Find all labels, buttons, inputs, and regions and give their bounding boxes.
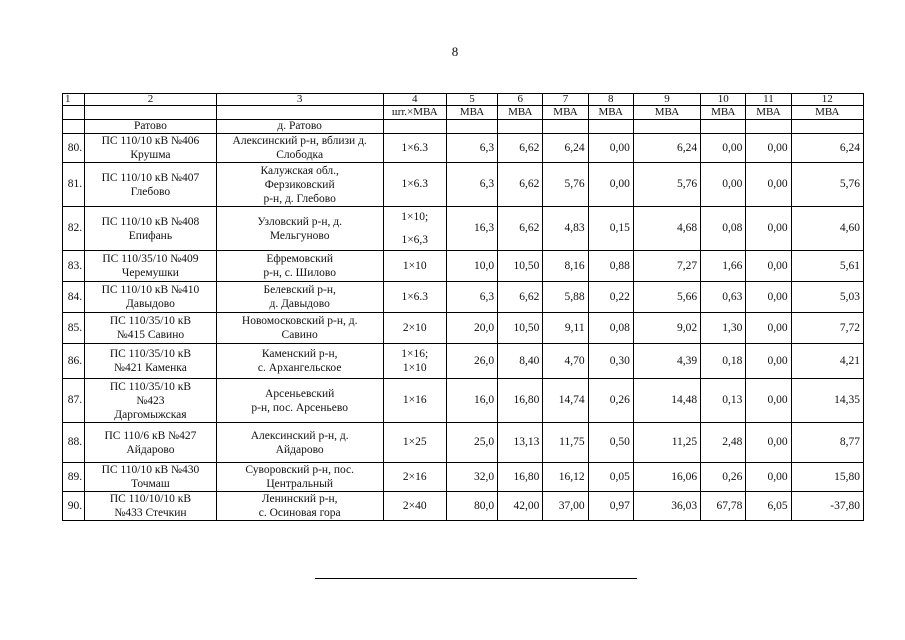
- footer-rule: [315, 578, 637, 579]
- row-number: 81.: [63, 163, 85, 207]
- row-number: 87.: [63, 379, 85, 423]
- value-c8: 0,08: [588, 313, 633, 344]
- value-c12: 5,61: [791, 251, 863, 282]
- table-row: [63, 134, 864, 163]
- substation-name: ПС 110/6 кВ №427 Айдарово: [85, 423, 217, 463]
- value-c10: 0,00: [701, 134, 746, 163]
- value-c8: 0,30: [588, 344, 633, 379]
- continuation-name: Ратово: [85, 120, 217, 134]
- value-c11: 6,05: [746, 492, 791, 521]
- header-unit-row: [63, 106, 864, 120]
- substation-location: Каменский р-н, с. Архангельское: [216, 344, 383, 379]
- value-c10: 1,30: [701, 313, 746, 344]
- table-row: [63, 207, 864, 251]
- value-c12: 6,24: [791, 134, 863, 163]
- row-number: 88.: [63, 423, 85, 463]
- value-c8: 0,50: [588, 423, 633, 463]
- value-c9: 6,24: [633, 134, 700, 163]
- transformer-capacity: 2×40: [383, 492, 446, 521]
- table-row: [63, 463, 864, 492]
- value-c11: 0,00: [746, 313, 791, 344]
- value-c5: 10,0: [446, 251, 497, 282]
- value-c11: 0,00: [746, 423, 791, 463]
- value-c8: 0,05: [588, 463, 633, 492]
- header-col-number: 2: [85, 94, 217, 106]
- row-number: 86.: [63, 344, 85, 379]
- value-c9: 5,66: [633, 282, 700, 313]
- value-c8: 0,26: [588, 379, 633, 423]
- substation-location: Арсеньевский р-н, пос. Арсеньево: [216, 379, 383, 423]
- row-number: 90.: [63, 492, 85, 521]
- transformer-capacity: 1×6.3: [383, 163, 446, 207]
- value-c11: 0,00: [746, 282, 791, 313]
- header-col-unit: МВА: [588, 106, 633, 120]
- value-c6: 10,50: [498, 313, 543, 344]
- transformer-capacity: 1×10: [383, 251, 446, 282]
- header-col-unit: МВА: [701, 106, 746, 120]
- header-col-unit: [85, 106, 217, 120]
- continuation-row: [63, 120, 864, 134]
- header-col-unit: МВА: [791, 106, 863, 120]
- value-c12: 7,72: [791, 313, 863, 344]
- value-c5: 25,0: [446, 423, 497, 463]
- header-col-number: 9: [633, 94, 700, 106]
- header-col-unit: МВА: [446, 106, 497, 120]
- value-c5: 6,3: [446, 163, 497, 207]
- transformer-capacity: 1×16; 1×10: [383, 344, 446, 379]
- value-c12: 14,35: [791, 379, 863, 423]
- row-number: 82.: [63, 207, 85, 251]
- value-c6: 42,00: [498, 492, 543, 521]
- table-row: [63, 163, 864, 207]
- value-c6: 10,50: [498, 251, 543, 282]
- table-row: [63, 282, 864, 313]
- value-c5: 26,0: [446, 344, 497, 379]
- transformer-capacity: 2×10: [383, 313, 446, 344]
- value-c9: 9,02: [633, 313, 700, 344]
- substation-name: ПС 110/10/10 кВ №433 Стечкин: [85, 492, 217, 521]
- transformer-capacity: 1×10; 1×6,3: [383, 207, 446, 251]
- substation-location: Калужская обл., Ферзиковский р-н, д. Глебово: [216, 163, 383, 207]
- value-c8: 0,15: [588, 207, 633, 251]
- value-c11: 0,00: [746, 379, 791, 423]
- value-c12: 5,03: [791, 282, 863, 313]
- header-col-number: 5: [446, 94, 497, 106]
- substation-name: ПС 110/10 кВ №407 Глебово: [85, 163, 217, 207]
- header-col-unit: [216, 106, 383, 120]
- table-row: [63, 251, 864, 282]
- row-number: 83.: [63, 251, 85, 282]
- substation-name: ПС 110/35/10 кВ №415 Савино: [85, 313, 217, 344]
- value-c7: 9,11: [543, 313, 588, 344]
- value-c7: 16,12: [543, 463, 588, 492]
- value-c10: 0,13: [701, 379, 746, 423]
- transformer-capacity: 1×16: [383, 379, 446, 423]
- continuation-location: д. Ратово: [216, 120, 383, 134]
- table-row: [63, 313, 864, 344]
- value-c10: 2,48: [701, 423, 746, 463]
- value-c6: 6,62: [498, 163, 543, 207]
- substation-location: Ленинский р-н, с. Осиновая гора: [216, 492, 383, 521]
- value-c12: 8,77: [791, 423, 863, 463]
- substation-name: ПС 110/35/10 №409 Черемушки: [85, 251, 217, 282]
- substation-load-table: [62, 93, 864, 521]
- value-c9: 14,48: [633, 379, 700, 423]
- value-c12: 15,80: [791, 463, 863, 492]
- header-col-number: 7: [543, 94, 588, 106]
- table-row: [63, 492, 864, 521]
- row-number: 89.: [63, 463, 85, 492]
- value-c12: 4,60: [791, 207, 863, 251]
- substation-name: ПС 110/10 кВ №410 Давыдово: [85, 282, 217, 313]
- table-row: [63, 423, 864, 463]
- substation-location: Узловский р-н, д. Мельгуново: [216, 207, 383, 251]
- value-c6: 6,62: [498, 282, 543, 313]
- value-c12: 5,76: [791, 163, 863, 207]
- substation-name: ПС 110/10 кВ №430 Точмаш: [85, 463, 217, 492]
- header-col-unit: МВА: [633, 106, 700, 120]
- value-c7: 11,75: [543, 423, 588, 463]
- header-col-number: 3: [216, 94, 383, 106]
- header-col-unit: МВА: [746, 106, 791, 120]
- header-col-unit: МВА: [498, 106, 543, 120]
- value-c7: 8,16: [543, 251, 588, 282]
- value-c10: 0,63: [701, 282, 746, 313]
- row-number: 84.: [63, 282, 85, 313]
- substation-name: ПС 110/10 кВ №406 Крушма: [85, 134, 217, 163]
- value-c8: 0,00: [588, 163, 633, 207]
- substation-location: Суворовский р-н, пос. Центральный: [216, 463, 383, 492]
- value-c8: 0,97: [588, 492, 633, 521]
- value-c9: 4,68: [633, 207, 700, 251]
- value-c10: 0,08: [701, 207, 746, 251]
- value-c6: 8,40: [498, 344, 543, 379]
- value-c8: 0,00: [588, 134, 633, 163]
- value-c10: 0,26: [701, 463, 746, 492]
- value-c5: 20,0: [446, 313, 497, 344]
- value-c10: 67,78: [701, 492, 746, 521]
- value-c10: 1,66: [701, 251, 746, 282]
- value-c9: 36,03: [633, 492, 700, 521]
- substation-location: Алексинский р-н, д. Айдарово: [216, 423, 383, 463]
- substation-location: Белевский р-н, д. Давыдово: [216, 282, 383, 313]
- transformer-capacity: 1×6.3: [383, 282, 446, 313]
- header-col-number: 10: [701, 94, 746, 106]
- value-c6: 16,80: [498, 463, 543, 492]
- header-col-number: 4: [383, 94, 446, 106]
- value-c6: 13,13: [498, 423, 543, 463]
- value-c8: 0,22: [588, 282, 633, 313]
- header-col-unit: шт.×МВА: [383, 106, 446, 120]
- value-c7: 4,83: [543, 207, 588, 251]
- page-number: 8: [451, 44, 459, 59]
- substation-name: ПС 110/35/10 кВ №423 Даргомыжская: [85, 379, 217, 423]
- value-c9: 16,06: [633, 463, 700, 492]
- value-c12: 4,21: [791, 344, 863, 379]
- value-c7: 37,00: [543, 492, 588, 521]
- continuation-num: [63, 120, 85, 134]
- value-c9: 4,39: [633, 344, 700, 379]
- row-number: 85.: [63, 313, 85, 344]
- value-c7: 14,74: [543, 379, 588, 423]
- value-c7: 4,70: [543, 344, 588, 379]
- value-c7: 5,88: [543, 282, 588, 313]
- transformer-capacity: 1×6.3: [383, 134, 446, 163]
- header-col-number: 6: [498, 94, 543, 106]
- value-c11: 0,00: [746, 163, 791, 207]
- header-col-number: 1: [63, 94, 85, 106]
- value-c5: 80,0: [446, 492, 497, 521]
- row-number: 80.: [63, 134, 85, 163]
- value-c5: 16,3: [446, 207, 497, 251]
- value-c9: 11,25: [633, 423, 700, 463]
- value-c11: 0,00: [746, 134, 791, 163]
- value-c12: -37,80: [791, 492, 863, 521]
- header-col-number: 12: [791, 94, 863, 106]
- value-c10: 0,18: [701, 344, 746, 379]
- header-col-number: 11: [746, 94, 791, 106]
- value-c7: 6,24: [543, 134, 588, 163]
- value-c5: 32,0: [446, 463, 497, 492]
- value-c11: 0,00: [746, 463, 791, 492]
- substation-name: ПС 110/10 кВ №408 Епифань: [85, 207, 217, 251]
- value-c11: 0,00: [746, 207, 791, 251]
- value-c7: 5,76: [543, 163, 588, 207]
- value-c5: 16,0: [446, 379, 497, 423]
- value-c11: 0,00: [746, 251, 791, 282]
- value-c6: 6,62: [498, 134, 543, 163]
- transformer-capacity: 2×16: [383, 463, 446, 492]
- transformer-capacity: 1×25: [383, 423, 446, 463]
- value-c5: 6,3: [446, 134, 497, 163]
- substation-location: Алексинский р-н, вблизи д. Слободка: [216, 134, 383, 163]
- header-number-row: [63, 94, 864, 106]
- header-col-number: 8: [588, 94, 633, 106]
- table-row: [63, 344, 864, 379]
- value-c9: 7,27: [633, 251, 700, 282]
- value-c9: 5,76: [633, 163, 700, 207]
- header-col-unit: МВА: [543, 106, 588, 120]
- value-c10: 0,00: [701, 163, 746, 207]
- table-row: [63, 379, 864, 423]
- substation-location: Новомосковский р-н, д. Савино: [216, 313, 383, 344]
- substation-name: ПС 110/35/10 кВ №421 Каменка: [85, 344, 217, 379]
- value-c5: 6,3: [446, 282, 497, 313]
- value-c11: 0,00: [746, 344, 791, 379]
- value-c6: 6,62: [498, 207, 543, 251]
- value-c6: 16,80: [498, 379, 543, 423]
- header-col-unit: [63, 106, 85, 120]
- value-c8: 0,88: [588, 251, 633, 282]
- substation-location: Ефремовский р-н, с. Шилово: [216, 251, 383, 282]
